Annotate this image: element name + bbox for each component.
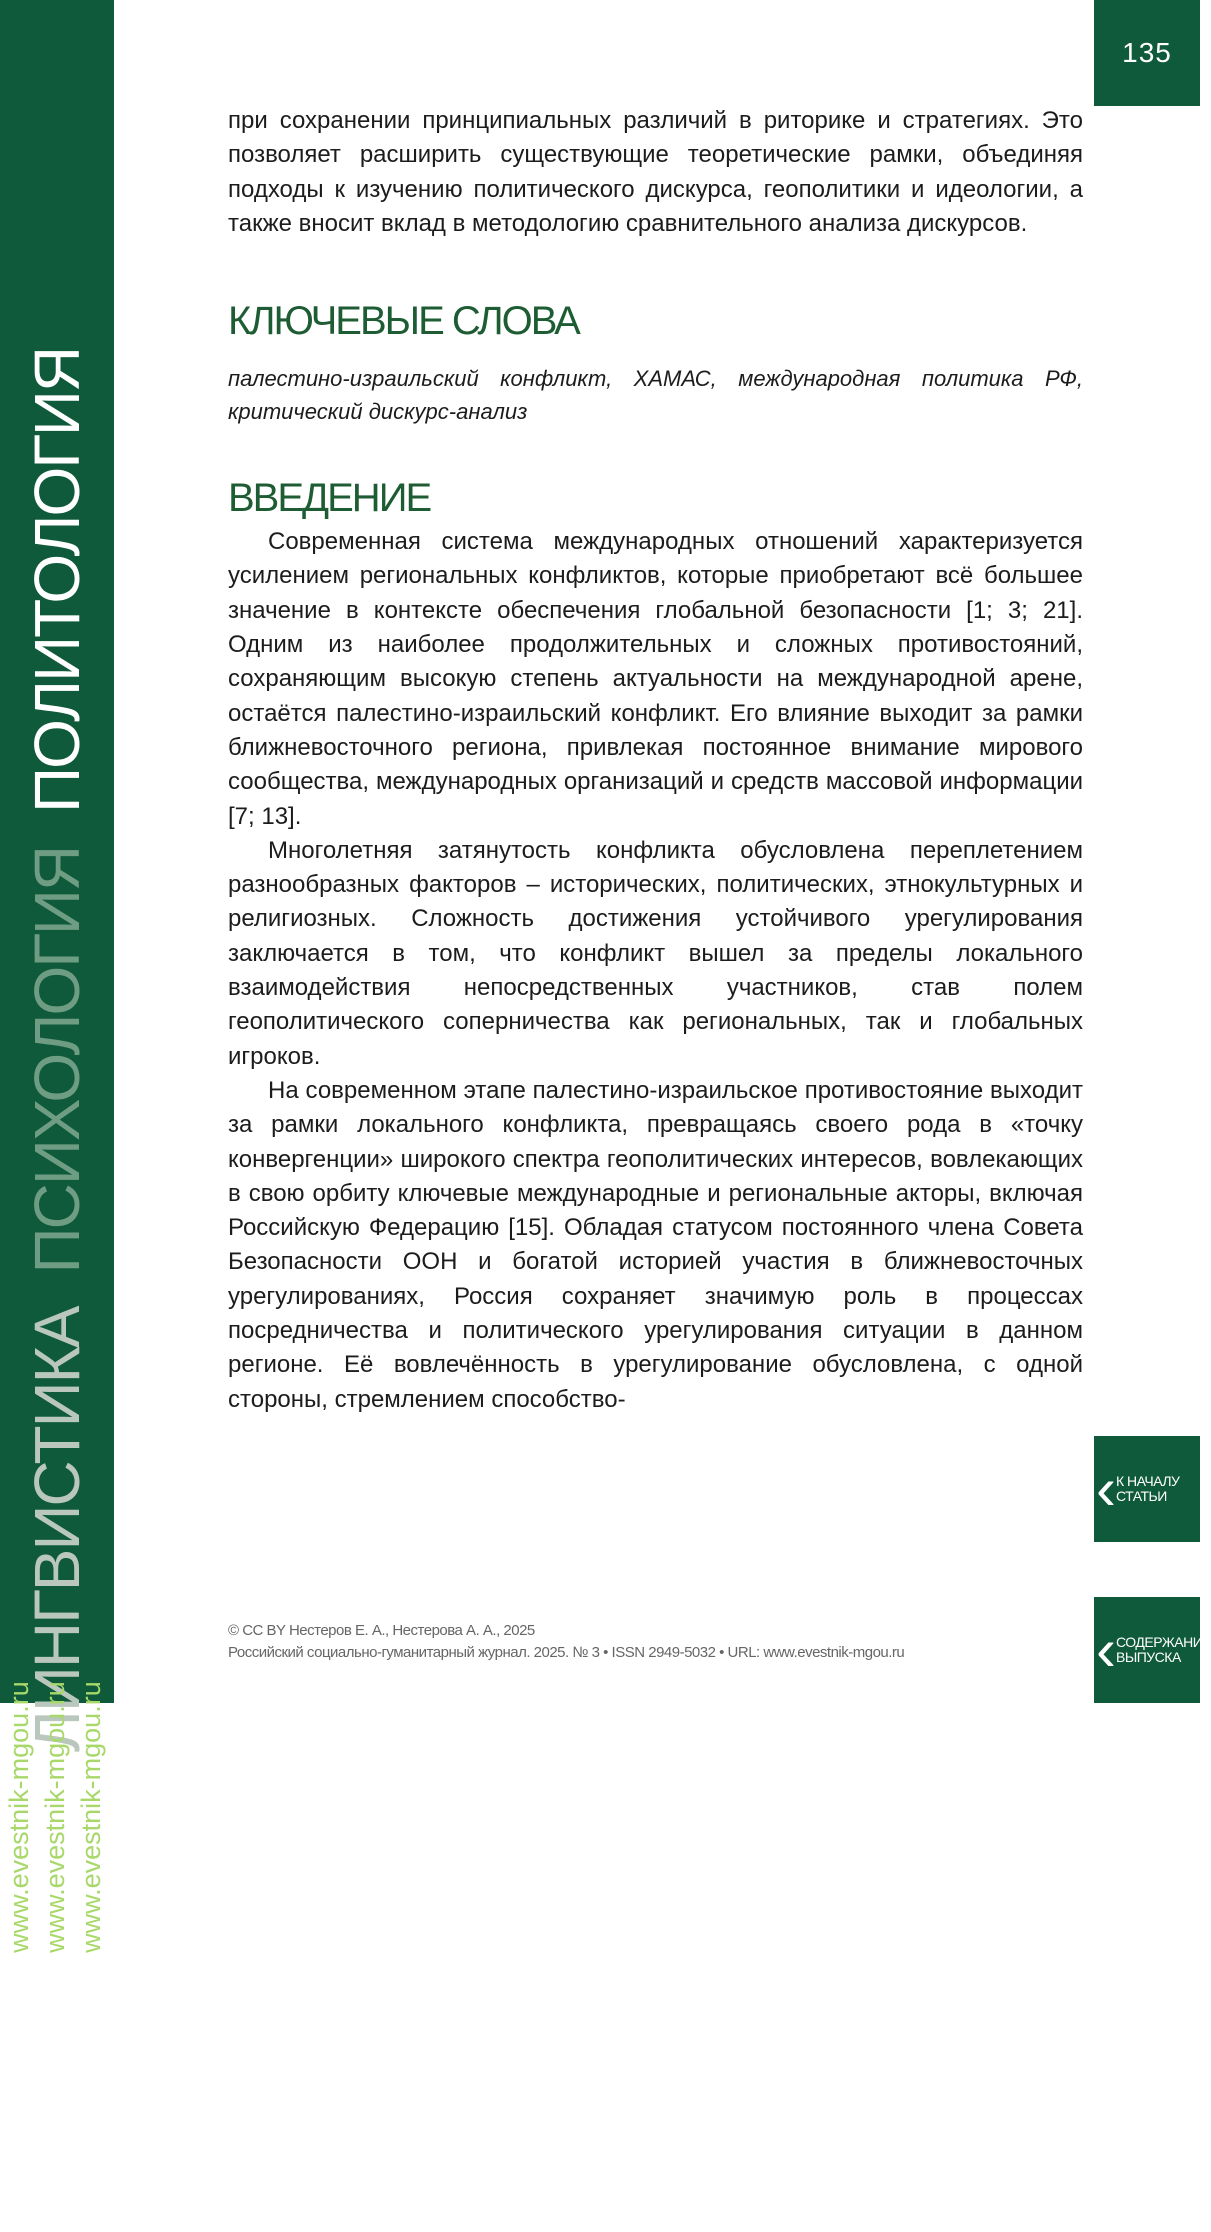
- site-url-line[interactable]: www.evestnik-mgou.ru www.evestnik-mgou.ru: [6, 1681, 33, 2232]
- issue-contents-button[interactable]: [1094, 1597, 1200, 1703]
- section-linguistics: ЛИНГВИСТИКА: [21, 1307, 93, 1752]
- site-url-line[interactable]: www.evestnik-mgou.ru www.evestnik-mgou.ru: [78, 1681, 105, 2232]
- keywords-heading: КЛЮЧЕВЫЕ СЛОВА: [228, 299, 1083, 344]
- chevron-left-icon: ‹: [1096, 1459, 1116, 1519]
- back-label-line2: СТАТЬИ: [1116, 1488, 1167, 1504]
- intro-paragraph: Современная система международных отношений характеризуется усилением региональных конфликтов, которые приобретают всё большее значение в контексте обеспечения глобальной безопасности [1; 3; 21]. Одним из наиболее продолжительных и сложных противостояний, сохраняющим высокую степень актуальности на международной арене, остаётся палестино-израильский конфликт. Его влияние выходит за рамки ближневосточного региона, привлекая постоянное внимание мирового сообщества, международных организаций и средств массовой информации [7; 13].: [228, 525, 1083, 834]
- toc-label-line1: СОДЕРЖАНИЕ: [1116, 1634, 1211, 1650]
- page-number: 135: [1094, 0, 1200, 106]
- journal-citation-line[interactable]: Российский социально-гуманитарный журнал. 2025. № 3 • ISSN 2949-5032 • URL: www.evestnik-mgou.ru: [228, 1642, 904, 1664]
- introduction-heading: ВВЕДЕНИЕ: [228, 476, 1083, 521]
- abstract-continuation: при сохранении принципиальных различий в риторике и стратегиях. Это позволяет расширить существующие теоретические рамки, объединяя подходы к изучению политического дискурса, геополитики и идеологии, а также вносит вклад в методологию сравнительного анализа дискурсов.: [228, 104, 1083, 241]
- intro-paragraph: Многолетняя затянутость конфликта обусловлена переплетением разнообразных факторов – исторических, политических, этнокультурных и религиозных. Сложность достижения устойчивого урегулирования заключается в том, что конфликт вышел за пределы локального взаимодействия непосредственных участников, став полем геополитического соперничества как региональных, так и глобальных игроков.: [228, 834, 1083, 1074]
- copyright-line: © CC BY Нестеров Е. А., Нестерова А. А., 2025: [228, 1620, 904, 1642]
- chevron-left-icon: ‹: [1096, 1620, 1116, 1680]
- article-body: [228, 104, 1083, 1417]
- left-sidebar: [0, 0, 114, 1703]
- site-url-strip: [0, 1143, 114, 1703]
- page-footer: [228, 1620, 904, 1664]
- section-politology: ПОЛИТОЛОГИЯ: [21, 348, 93, 813]
- site-url-line[interactable]: www.evestnik-mgou.ru www.evestnik-mgou.ru: [42, 1681, 69, 2232]
- back-label-line1: К НАЧАЛУ: [1116, 1473, 1179, 1489]
- intro-paragraph: На современном этапе палестино-израильское противостояние выходит за рамки локального конфликта, превращаясь своего рода в «точку конвергенции» широкого спектра геополитических интересов, вовлекающих в свою орбиту ключевые международные и региональные акторы, включая Российскую Федерацию [15]. Обладая статусом постоянного члена Совета Безопасности ООН и богатой историей участия в ближневосточных урегулированиях, Россия сохраняет значимую роль в процессах посредничества и политического урегулирования ситуации в данном регионе. Её вовлечённость в урегулирование обусловлена, с одной стороны, стремлением способство-: [228, 1074, 1083, 1417]
- keywords-text: палестино-израильский конфликт, ХАМАС, международная политика РФ, критический дискурс-анализ: [228, 362, 1083, 428]
- section-psychology: ПСИХОЛОГИЯ: [21, 847, 93, 1274]
- toc-label-line2: ВЫПУСКА: [1116, 1649, 1181, 1665]
- back-to-article-start-button[interactable]: [1094, 1436, 1200, 1542]
